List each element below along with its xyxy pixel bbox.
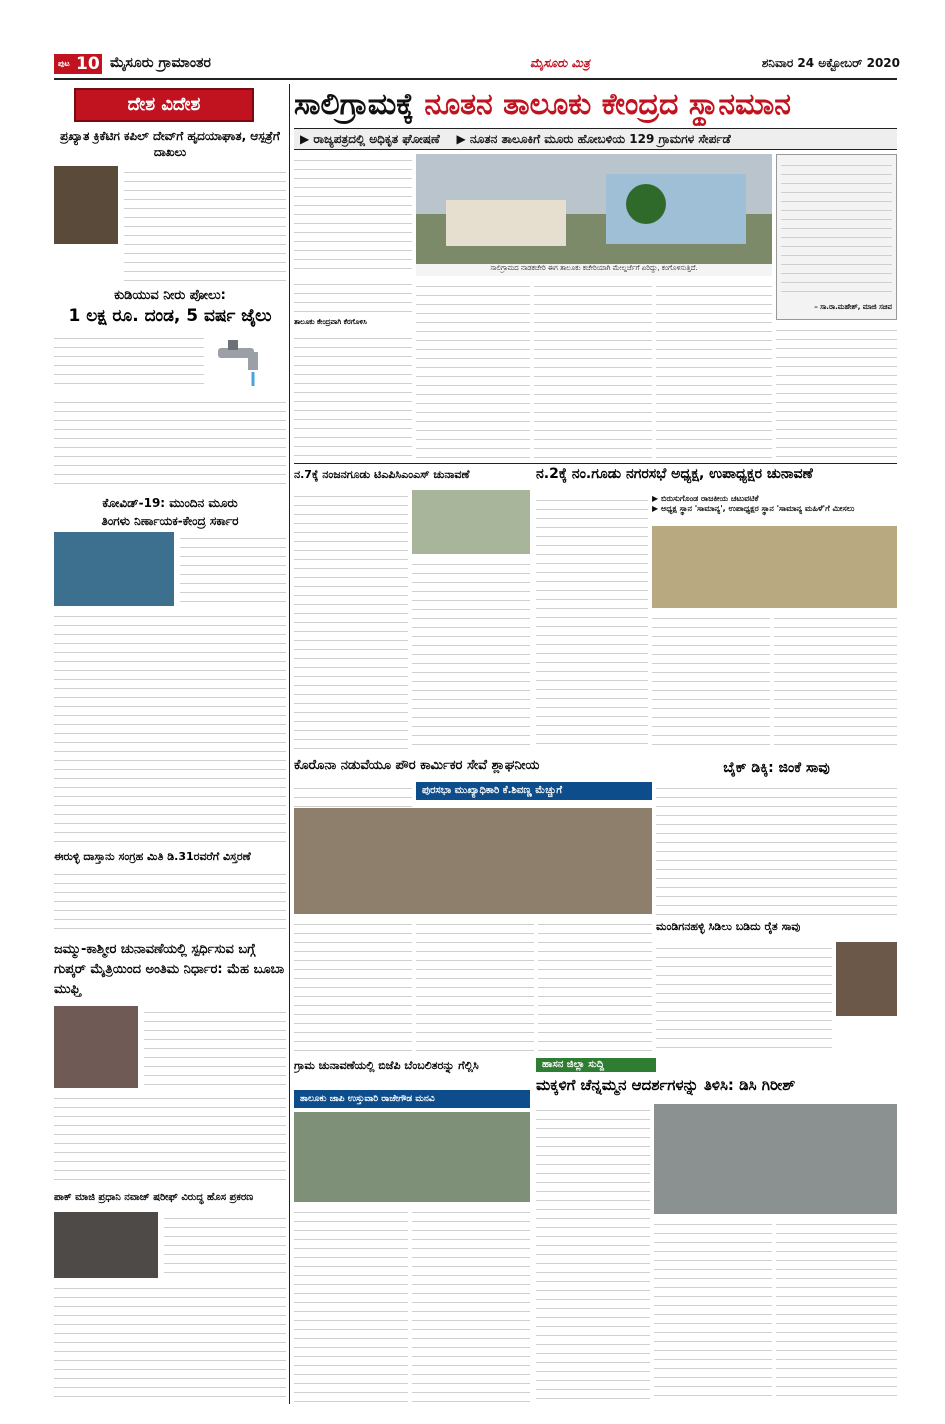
hassan-body-col3 [776, 1218, 897, 1402]
corona-body-col3 [416, 918, 534, 1052]
farmer-headline: ಮಂಡಿಗನಹಳ್ಳಿ ಸಿಡಿಲು ಬಡಿದು ರೈತ ಸಾವು [656, 920, 801, 933]
hassan-body-col1 [536, 1104, 650, 1402]
masthead-rule [54, 78, 897, 80]
corona-headline: ಕೊರೊನಾ ನಡುವೆಯೂ ಪೌರ ಕಾರ್ಮಿಕರ ಸೇವೆ ಶ್ಲಾಘನೀಯ [294, 758, 540, 773]
date-line: ಶನಿವಾರ 24 ಅಕ್ಟೋಬರ್ 2020 [761, 56, 900, 70]
story3-headline-a: ಕೋವಿಡ್-19: ಮುಂದಿನ ಮೂರು [102, 496, 238, 510]
bjp-body-col2 [412, 1206, 530, 1402]
bjp-tag: ತಾಲೂಕು ಜಾಪಿ ಉಸ್ತುವಾರಿ ರಾಜೇಗೌಡ ಮನವಿ [294, 1090, 530, 1108]
nanjangud-body-col2 [412, 558, 530, 750]
lead-body-col4 [534, 280, 652, 460]
left-column-divider [289, 84, 290, 1404]
story6-body-cont [54, 1282, 286, 1400]
story3-body [180, 532, 286, 606]
nagarasabhe-subhead [652, 494, 897, 524]
kapil-dev-photo [54, 166, 118, 244]
lead-headline-red: ನೂತನ ತಾಲೂಕು ಕೇಂದ್ರದ ಸ್ಥಾನಮಾನ [424, 87, 791, 122]
nagarasabhe-sub-1: ▶ ಬಿರುಸುಗೊಂಡ ರಾಜಕೀಯ ಚಟುವಟಿಕೆ [652, 494, 759, 503]
nagarasabhe-body-col2 [652, 612, 770, 750]
story5-body [144, 1006, 286, 1088]
story4-headline: ಈರುಳ್ಳಿ ದಾಸ್ತಾನು ಸಂಗ್ರಹ ಮಿತಿ ಡಿ.31ರವರೆಗೆ ವಿಸ್ತರಣೆ [54, 850, 251, 863]
mehbooba-photo [54, 1006, 138, 1088]
covid-lab-photo [54, 532, 174, 606]
paper-name: ಮೈಸೂರು ಮಿತ್ರ [530, 56, 590, 70]
story5-body-cont [54, 1092, 286, 1188]
story2-body-cont [54, 396, 286, 492]
story2-body [54, 332, 204, 392]
lead-sidebar-byline: – ಸಾ.ರಾ.ಮಹೇಶ್, ಮಾಜಿ ಸಚಿವ [814, 303, 892, 311]
bjp-event-photo [294, 1112, 530, 1202]
page-number-box [54, 54, 102, 74]
story5-headline: ಜಮ್ಮು-ಕಾಶ್ಮೀರ ಚುನಾವಣೆಯಲ್ಲಿ ಸ್ಪರ್ಧಿಸುವ ಬಗ್ಗೆ ಗುಪ್ಕರ್ ಮೈತ್ರಿಯಿಂದ ಅಂತಿಮ ನಿರ್ಧಾರ: ಮೆಹ ಬೂಬಾ ಮುಫ್ತಿ [54, 942, 285, 997]
lead-body-col2 [294, 278, 412, 460]
nagarasabhe-body-col3 [774, 612, 897, 750]
lead-bottom-rule [294, 463, 897, 464]
bjp-headline: ಗ್ರಾಮ ಚುನಾವಣೆಯಲ್ಲಿ ಬಿಜೆಪಿ ಬೆಂಬಲಿತರನ್ನು ಗೆಲ್ಲಿಸಿ [294, 1059, 479, 1072]
hassan-tag: ಹಾಸನ ಜಿಲ್ಲಾ ಸುದ್ದಿ [536, 1058, 656, 1072]
hassan-headline: ಮಕ್ಕಳಿಗೆ ಚೆನ್ನಮ್ಮನ ಆದರ್ಶಗಳನ್ನು ತಿಳಿಸಿ: ಡಿಸಿ ಗಿರೀಶ್ [536, 1076, 796, 1094]
bike-headline: ಬೈಕ್ ಡಿಕ್ಕಿ: ಜಿಂಕೆ ಸಾವು [723, 760, 830, 776]
lead-photo-caption: ಸಾಲಿಗ್ರಾಮದ ನಾಡಕಚೇರಿ ಈಗ ತಾಲೂಕು ಕಚೇರಿಯಾಗಿ ಮೇಲ್ದರ್ಜೆಗೆ ಏರಿದ್ದು, ಕಂಗೊಳಿಸುತ್ತಿದೆ. [416, 264, 772, 276]
tap-icon [214, 338, 274, 388]
lead-subhead-1: ▶ ರಾಜ್ಯಪತ್ರದಲ್ಲಿ ಅಧಿಕೃತ ಘೋಷಣೆ [300, 132, 440, 146]
lead-photo [416, 154, 772, 264]
nanjangud-body-col1 [294, 490, 408, 750]
lead-body-col6 [776, 324, 897, 460]
nagarasabhe-sub-2: ▶ ಅಧ್ಯಕ್ಷ ಸ್ಥಾನ 'ಸಾಮಾನ್ಯ', ಉಪಾಧ್ಯಕ್ಷರ ಸ್ಥಾನ 'ಸಾಮಾನ್ಯ ಮಹಿಳೆ'ಗೆ ಮೀಸಲು [652, 504, 855, 513]
page-number: 10 [76, 54, 100, 74]
lead-body-col5 [656, 280, 772, 460]
nagarasabhe-body-col1 [536, 494, 648, 750]
farmer-photo [836, 942, 897, 1016]
hassan-event-photo [654, 1104, 897, 1214]
farmer-body [656, 942, 832, 1052]
nagarasabhe-headline: ನ.2ಕ್ಕೆ ನಂ.ಗೂಡು ನಗರಸಭೆ ಅಧ್ಯಕ್ಷ, ಉಪಾಧ್ಯಕ್ಷರ ಚುನಾವಣೆ [536, 466, 813, 482]
lead-inner-head: ತಾಲೂಕು ಕೇಂದ್ರವಾಗಿ ಕೆರಗೊಳಿಸಿ [294, 318, 412, 330]
bjp-body-col1 [294, 1206, 408, 1402]
story3-headline-b: ತಿಂಗಳು ನಿರ್ಣಾಯಕ-ಕೇಂದ್ರ ಸರ್ಕಾರ [101, 514, 239, 528]
page-label: ಪುಟ [58, 59, 70, 68]
left-column [54, 84, 286, 1404]
story2-headline-a: ಕುಡಿಯುವ ನೀರು ಪೋಲು: [114, 288, 226, 303]
corona-group-photo [294, 808, 652, 914]
story4-body [54, 868, 286, 936]
story3-body-cont [54, 610, 286, 846]
corona-body-col2 [294, 918, 412, 1052]
story6-headline: ಪಾಕ್ ಮಾಜಿ ಪ್ರಧಾನಿ ನವಾಜ್ ಷರೀಫ್ ವಿರುದ್ಧ ಹೊಸ ಪ್ರಕರಣ [54, 1192, 254, 1203]
story1-body [124, 166, 286, 284]
lead-body-col3 [416, 280, 530, 460]
nawaz-sharif-photo [54, 1212, 158, 1278]
corona-body-col4 [538, 918, 652, 1052]
tapcms-building-photo [412, 490, 530, 554]
lead-sidebar-text [781, 159, 892, 299]
lead-sidebar-box [776, 154, 897, 320]
lead-headline [294, 86, 897, 126]
bike-body [656, 782, 897, 916]
story2-headline-b: 1 ಲಕ್ಷ ರೂ. ದಂಡ, 5 ವರ್ಷ ಜೈಲು [68, 306, 272, 326]
nanjangud-headline: ನ.7ಕ್ಕೆ ನಂಜನಗೂಡು ಟಿಎಪಿಸಿಎಂಎಸ್ ಚುನಾವಣೆ [294, 468, 470, 481]
section-name: ಮೈಸೂರು ಗ್ರಾಮಾಂತರ [110, 55, 211, 71]
nagarasabhe-building-photo [652, 526, 897, 608]
story6-body [164, 1212, 286, 1278]
lead-body-col1 [294, 154, 412, 274]
lead-headline-black: ಸಾಲಿಗ್ರಾಮಕ್ಕೆ [294, 87, 414, 122]
corona-tag: ಪುರಸಭಾ ಮುಖ್ಯಾಧಿಕಾರಿ ಕೆ.ಶಿವಣ್ಣ ಮೆಚ್ಚುಗೆ [416, 782, 652, 800]
hassan-body-col2 [654, 1218, 772, 1402]
lead-subhead-2: ▶ ನೂತನ ತಾಲೂಕಿಗೆ ಮೂರು ಹೋಬಳಿಯ 129 ಗ್ರಾಮಗಳ ಸೇರ್ಪಡೆ [456, 132, 731, 146]
lead-subhead-bar [294, 128, 897, 150]
story1-headline: ಪ್ರಖ್ಯಾತ ಕ್ರಿಕೆಟಿಗ ಕಪಿಲ್ ದೇವ್‌ಗೆ ಹೃದಯಾಘಾತ, ಆಸ್ಪತ್ರೆಗೆ ದಾಖಲು [60, 129, 280, 159]
section-tag: ದೇಶ ವಿದೇಶ [74, 88, 254, 122]
